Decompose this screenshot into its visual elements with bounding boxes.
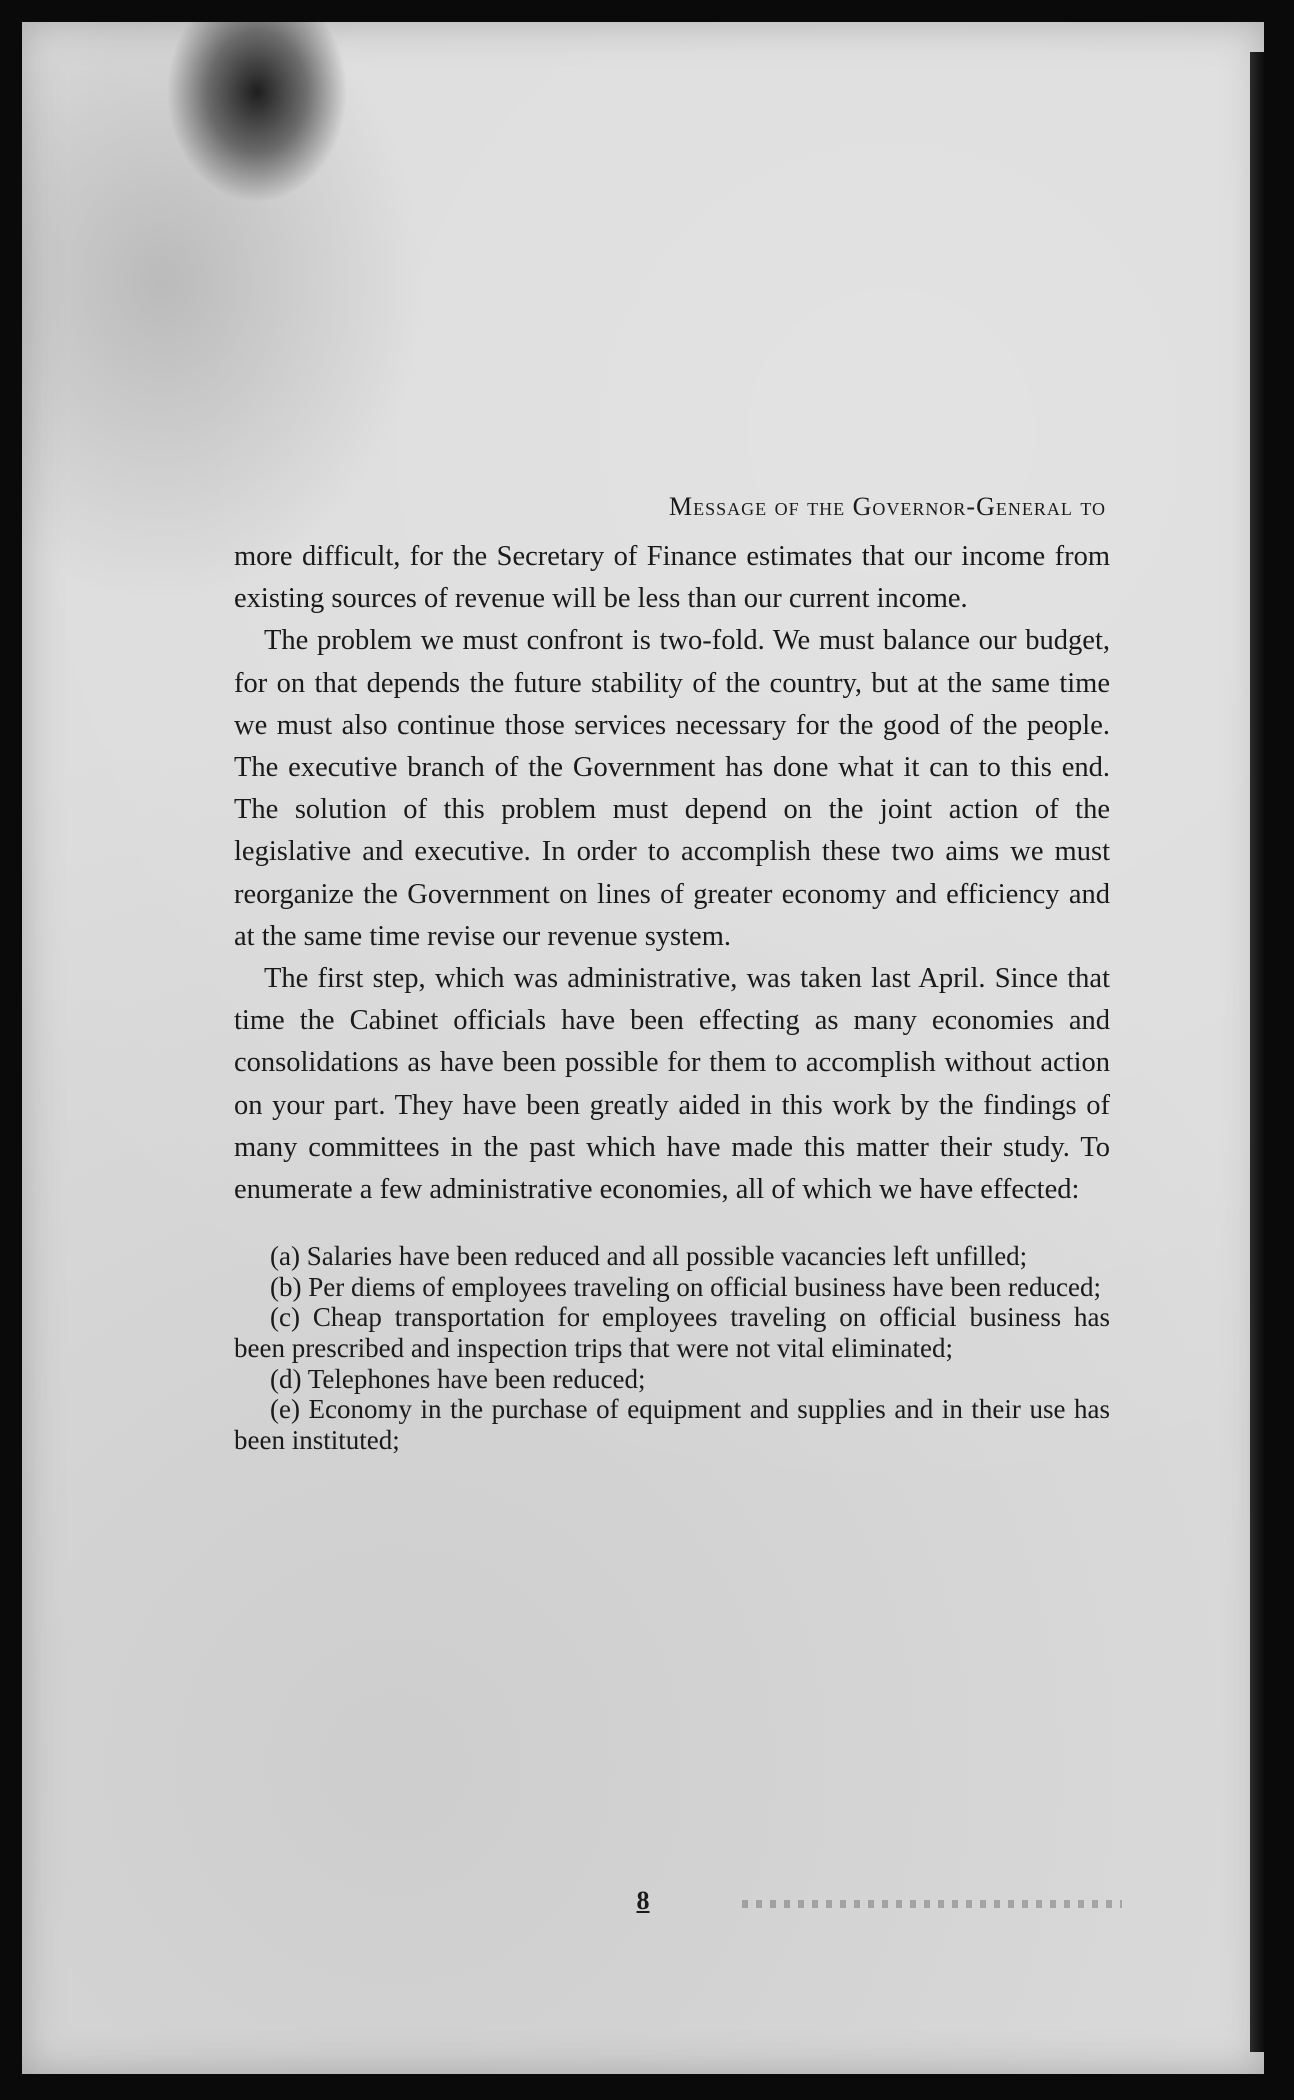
page-number: 8: [636, 1886, 650, 1915]
document-page: [22, 22, 1264, 2074]
list-item: (c) Cheap transportation for employees traveling on official business has been prescribed and inspection trips that were not vital eliminated;: [234, 1302, 1110, 1364]
running-head: Message of the Governor-General to: [669, 492, 1106, 521]
page-edge-shadow: [1250, 52, 1264, 2052]
list-item: (d) Telephones have been reduced;: [270, 1363, 646, 1394]
list-item: (e) Economy in the purchase of equipment and supplies and in their use has been instituted;: [234, 1394, 1110, 1455]
page-content: [234, 492, 1110, 1455]
footer-smudge: [742, 1900, 1122, 1908]
paragraph-first-step: The first step, which was administrative, was taken last April. Since that time the Cabinet officials have been effecting as many economies and consolidations as have been possible for them to accomplish without action on your part. They have been greatly aided in this work by the findings of many committees in the past which have made this matter their study. To enumerate a few administrative economies, all of which we have effected:: [234, 963, 1110, 1206]
list-item: (b) Per diems of employees traveling on official business have been reduced;: [270, 1271, 1101, 1302]
paragraph-two-fold-problem: The problem we must confront is two-fold. We must balance our budget, for on that depends the future stability of the country, but at the same time we must also continue those services necessary for the good of the people. The executive branch of the Government has done what it can to this end. The solution of this problem must depend on the joint action of the legislative and executive. In order to accomplish these two aims we must reorganize the Government on lines of greater economy and efficiency and at the same time revise our revenue system.: [234, 625, 1110, 952]
paragraph-continuation: more difficult, for the Secretary of Finance estimates that our income from existing sources of revenue will be less than our current income.: [234, 541, 1110, 615]
list-item: (a) Salaries have been reduced and all possible vacancies left unfilled;: [270, 1241, 1028, 1272]
economies-list: [234, 1241, 1110, 1455]
